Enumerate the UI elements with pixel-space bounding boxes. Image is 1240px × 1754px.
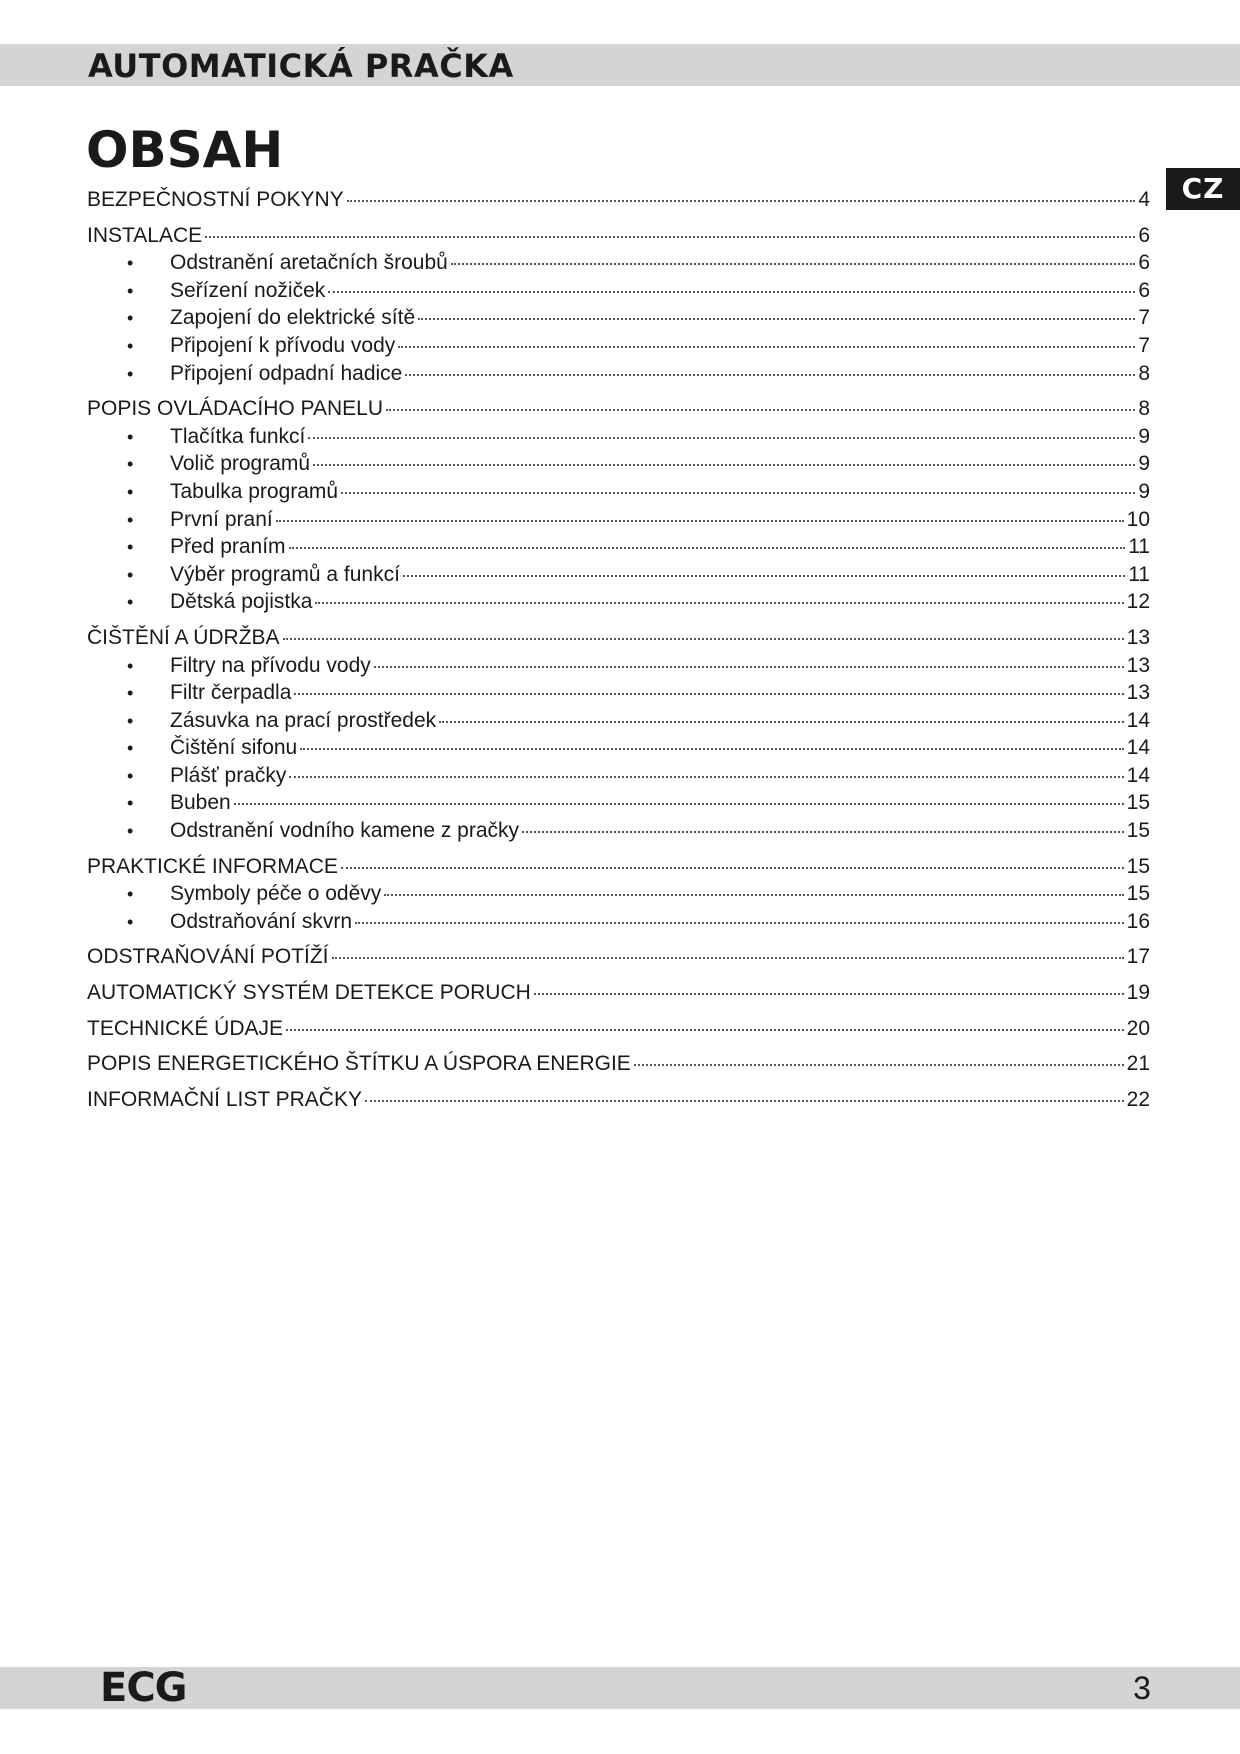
dot-leader bbox=[634, 1064, 1124, 1066]
bullet-icon: • bbox=[127, 738, 134, 759]
ecg-logo: ECG bbox=[100, 1665, 187, 1711]
toc-entry-page: 6 bbox=[1138, 251, 1150, 275]
toc-entry-page: 15 bbox=[1126, 819, 1150, 843]
bullet-icon: • bbox=[127, 793, 134, 814]
toc-entry-label: Odstranění aretačních šroubů bbox=[170, 251, 448, 275]
toc-entry-label: Zásuvka na prací prostředek bbox=[170, 708, 437, 732]
toc-subsection-entry bbox=[87, 425, 1150, 453]
toc-entry-page: 14 bbox=[1126, 708, 1150, 732]
header-title: AUTOMATICKÁ PRAČKA bbox=[88, 47, 514, 85]
toc-subsection-entry bbox=[87, 334, 1150, 362]
dot-leader bbox=[384, 894, 1123, 896]
dot-leader bbox=[332, 957, 1124, 959]
toc-subsection-entry bbox=[87, 279, 1150, 307]
toc-entry-page: 21 bbox=[1126, 1052, 1150, 1076]
bullet-icon: • bbox=[127, 821, 134, 842]
toc-entry-page: 10 bbox=[1126, 507, 1150, 531]
toc-section-entry bbox=[87, 1052, 1150, 1080]
toc-entry-page: 4 bbox=[1138, 188, 1150, 211]
toc-entry-page: 8 bbox=[1138, 361, 1150, 385]
toc-entry-page: 12 bbox=[1126, 590, 1150, 614]
dot-leader bbox=[313, 464, 1135, 466]
bullet-icon: • bbox=[127, 564, 134, 585]
toc-entry-page: 11 bbox=[1128, 535, 1150, 559]
toc-entry-page: 9 bbox=[1138, 479, 1150, 503]
toc-entry-label: Dětská pojistka bbox=[170, 590, 313, 614]
bullet-icon: • bbox=[127, 683, 134, 704]
toc-subsection-entry bbox=[87, 654, 1150, 682]
dot-leader bbox=[283, 638, 1124, 640]
toc-subsection-entry bbox=[87, 791, 1150, 819]
toc-entry-label: Čištění sifonu bbox=[170, 736, 298, 760]
bullet-icon: • bbox=[127, 509, 134, 530]
toc-entry-page: 15 bbox=[1126, 854, 1150, 878]
toc-entry-label: Odstranění vodního kamene z pračky bbox=[170, 819, 520, 843]
bullet-icon: • bbox=[127, 592, 134, 613]
dot-leader bbox=[289, 776, 1123, 778]
dot-leader bbox=[205, 236, 1135, 238]
bullet-icon: • bbox=[127, 426, 134, 447]
bullet-icon: • bbox=[127, 911, 134, 932]
table-of-contents bbox=[87, 188, 1150, 1115]
toc-entry-label: Zapojení do elektrické sítě bbox=[170, 306, 416, 330]
toc-entry-label: Výběr programů a funkcí bbox=[170, 562, 400, 586]
toc-subsection-entry bbox=[87, 910, 1150, 938]
toc-section-entry bbox=[87, 945, 1150, 973]
toc-entry-page: 8 bbox=[1138, 397, 1150, 421]
toc-entry-page: 6 bbox=[1138, 278, 1150, 302]
toc-entry-page: 16 bbox=[1126, 909, 1150, 933]
toc-subsection-entry bbox=[87, 736, 1150, 764]
dot-leader bbox=[522, 831, 1124, 833]
toc-entry-label: TECHNICKÉ ÚDAJE bbox=[87, 1016, 284, 1040]
bullet-icon: • bbox=[127, 253, 134, 274]
toc-section-entry bbox=[87, 626, 1150, 654]
dot-leader bbox=[398, 346, 1135, 348]
toc-entry-page: 13 bbox=[1126, 681, 1150, 705]
toc-entry-page: 6 bbox=[1138, 223, 1150, 247]
bullet-icon: • bbox=[127, 280, 134, 301]
toc-entry-label: Filtr čerpadla bbox=[170, 681, 292, 705]
toc-subsection-entry bbox=[87, 251, 1150, 279]
dot-leader bbox=[386, 409, 1135, 411]
toc-entry-label: Tlačítka funkcí bbox=[170, 424, 306, 448]
toc-entry-label: BEZPEČNOSTNÍ POKYNY bbox=[87, 188, 344, 211]
toc-entry-label: Volič programů bbox=[170, 452, 311, 476]
toc-entry-label: Tabulka programů bbox=[170, 479, 339, 503]
toc-section-entry bbox=[87, 1088, 1150, 1116]
toc-entry-page: 15 bbox=[1126, 791, 1150, 815]
toc-subsection-entry bbox=[87, 362, 1150, 390]
page-title: OBSAH bbox=[86, 121, 284, 179]
toc-entry-label: ČIŠTĚNÍ A ÚDRŽBA bbox=[87, 625, 280, 649]
bullet-icon: • bbox=[127, 710, 134, 731]
toc-entry-label: Seřízení nožiček bbox=[170, 278, 326, 302]
toc-entry-label: POPIS ENERGETICKÉHO ŠTÍTKU A ÚSPORA ENERGIE bbox=[87, 1052, 631, 1076]
toc-entry-label: Odstraňování skvrn bbox=[170, 909, 353, 933]
bullet-icon: • bbox=[127, 308, 134, 329]
toc-section-entry bbox=[87, 397, 1150, 425]
toc-entry-page: 11 bbox=[1128, 562, 1150, 586]
toc-entry-page: 9 bbox=[1138, 424, 1150, 448]
toc-entry-label: AUTOMATICKÝ SYSTÉM DETEKCE PORUCH bbox=[87, 981, 531, 1005]
dot-leader bbox=[374, 666, 1124, 668]
toc-entry-page: 14 bbox=[1126, 736, 1150, 760]
toc-entry-label: INFORMAČNÍ LIST PRAČKY bbox=[87, 1087, 362, 1111]
toc-entry-label: Filtry na přívodu vody bbox=[170, 653, 371, 677]
toc-section-entry bbox=[87, 855, 1150, 883]
dot-leader bbox=[234, 803, 1124, 805]
toc-section-entry bbox=[87, 981, 1150, 1009]
dot-leader bbox=[289, 547, 1126, 549]
toc-subsection-entry bbox=[87, 681, 1150, 709]
toc-subsection-entry bbox=[87, 480, 1150, 508]
dot-leader bbox=[347, 200, 1135, 202]
toc-entry-label: ODSTRAŇOVÁNÍ POTÍŽÍ bbox=[87, 945, 329, 969]
toc-subsection-entry bbox=[87, 535, 1150, 563]
bullet-icon: • bbox=[127, 765, 134, 786]
toc-entry-page: 17 bbox=[1126, 945, 1150, 969]
toc-entry-label: Připojení odpadní hadice bbox=[170, 361, 403, 385]
toc-entry-page: 7 bbox=[1138, 333, 1150, 357]
dot-leader bbox=[294, 693, 1123, 695]
bullet-icon: • bbox=[127, 335, 134, 356]
toc-subsection-entry bbox=[87, 709, 1150, 737]
toc-section-entry bbox=[87, 224, 1150, 252]
toc-entry-label: Před praním bbox=[170, 535, 286, 559]
dot-leader bbox=[328, 291, 1135, 293]
bullet-icon: • bbox=[127, 363, 134, 384]
dot-leader bbox=[355, 922, 1124, 924]
dot-leader bbox=[534, 993, 1124, 995]
toc-subsection-entry bbox=[87, 764, 1150, 792]
dot-leader bbox=[286, 1029, 1124, 1031]
dot-leader bbox=[405, 374, 1135, 376]
toc-subsection-entry bbox=[87, 306, 1150, 334]
toc-entry-label: Buben bbox=[170, 791, 231, 815]
toc-entry-label: POPIS OVLÁDACÍHO PANELU bbox=[87, 397, 384, 421]
bullet-icon: • bbox=[127, 655, 134, 676]
dot-leader bbox=[276, 520, 1124, 522]
toc-entry-page: 13 bbox=[1126, 625, 1150, 649]
toc-entry-label: Symboly péče o oděvy bbox=[170, 882, 382, 906]
toc-subsection-entry bbox=[87, 819, 1150, 847]
toc-entry-page: 13 bbox=[1126, 653, 1150, 677]
toc-entry-label: První praní bbox=[170, 507, 273, 531]
bullet-icon: • bbox=[127, 481, 134, 502]
toc-entry-label: Plášť pračky bbox=[170, 763, 287, 787]
bullet-icon: • bbox=[127, 537, 134, 558]
toc-entry-label: PRAKTICKÉ INFORMACE bbox=[87, 854, 338, 878]
toc-entry-page: 7 bbox=[1138, 306, 1150, 330]
toc-entry-page: 9 bbox=[1138, 452, 1150, 476]
dot-leader bbox=[403, 575, 1125, 577]
toc-entry-label: Připojení k přívodu vody bbox=[170, 333, 396, 357]
toc-entry-page: 22 bbox=[1126, 1087, 1150, 1111]
dot-leader bbox=[341, 492, 1135, 494]
dot-leader bbox=[308, 437, 1135, 439]
bullet-icon: • bbox=[127, 454, 134, 475]
toc-entry-page: 19 bbox=[1126, 981, 1150, 1005]
language-tab: CZ bbox=[1166, 168, 1240, 210]
dot-leader bbox=[315, 602, 1123, 604]
bullet-icon: • bbox=[127, 884, 134, 905]
toc-entry-label: INSTALACE bbox=[87, 223, 203, 247]
toc-entry-page: 15 bbox=[1126, 882, 1150, 906]
toc-entry-page: 14 bbox=[1126, 763, 1150, 787]
dot-leader bbox=[418, 318, 1135, 320]
toc-subsection-entry bbox=[87, 452, 1150, 480]
toc-section-entry bbox=[87, 1017, 1150, 1045]
toc-section-entry bbox=[87, 188, 1150, 216]
dot-leader bbox=[451, 263, 1135, 265]
dot-leader bbox=[341, 867, 1124, 869]
toc-subsection-entry bbox=[87, 508, 1150, 536]
page-number: 3 bbox=[1133, 1670, 1151, 1706]
dot-leader bbox=[365, 1100, 1124, 1102]
toc-entry-page: 20 bbox=[1126, 1016, 1150, 1040]
dot-leader bbox=[300, 748, 1123, 750]
dot-leader bbox=[439, 721, 1124, 723]
toc-subsection-entry bbox=[87, 590, 1150, 618]
toc-subsection-entry bbox=[87, 882, 1150, 910]
toc-subsection-entry bbox=[87, 563, 1150, 591]
